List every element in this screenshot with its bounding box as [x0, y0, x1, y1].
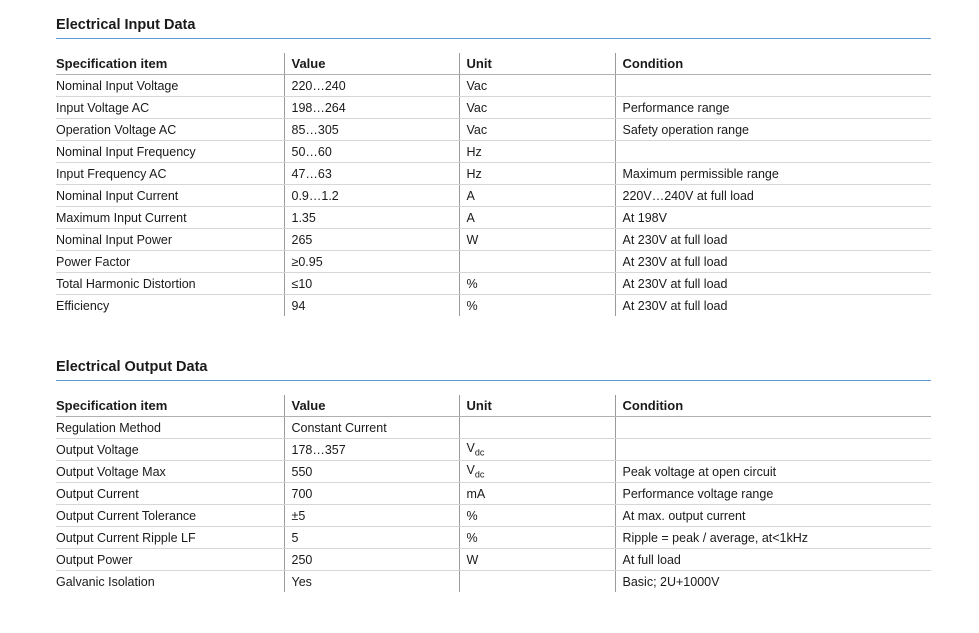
- table-row: [56, 505, 931, 527]
- unit-cell: Vac: [459, 119, 615, 141]
- section-title: Electrical Input Data: [56, 17, 196, 33]
- table-row: [56, 527, 931, 549]
- spec-item-cell: Nominal Input Voltage: [56, 75, 284, 97]
- unit-cell: Vac: [459, 97, 615, 119]
- header-value: Value: [284, 53, 459, 75]
- condition-cell: At 230V at full load: [615, 251, 931, 273]
- title-rule: [56, 38, 931, 39]
- input-spec-table: [56, 53, 931, 316]
- table-header-row: [56, 53, 931, 75]
- table-row: [56, 483, 931, 505]
- value-cell: 94: [284, 295, 459, 317]
- spec-item-cell: Input Voltage AC: [56, 97, 284, 119]
- condition-cell: At 230V at full load: [615, 295, 931, 317]
- value-cell: 85…305: [284, 119, 459, 141]
- unit-cell: A: [459, 207, 615, 229]
- value-cell: 178…357: [284, 439, 459, 461]
- condition-cell: Performance voltage range: [615, 483, 931, 505]
- unit-cell: [459, 251, 615, 273]
- input-section: [56, 14, 931, 316]
- unit-cell: W: [459, 229, 615, 251]
- value-cell: 550: [284, 461, 459, 483]
- header-specification-item: Specification item: [56, 395, 284, 417]
- condition-cell: Peak voltage at open circuit: [615, 461, 931, 483]
- unit-subscript: dc: [474, 469, 485, 480]
- output-spec-table: [56, 395, 931, 592]
- spec-item-cell: Output Voltage: [56, 439, 284, 461]
- condition-cell: At 198V: [615, 207, 931, 229]
- header-specification-item: Specification item: [56, 53, 284, 75]
- unit-cell: %: [459, 295, 615, 317]
- value-cell: 1.35: [284, 207, 459, 229]
- unit-subscript: dc: [474, 447, 485, 458]
- condition-cell: [615, 439, 931, 461]
- spec-item-cell: Efficiency: [56, 298, 110, 313]
- value-cell: 50…60: [284, 141, 459, 163]
- value-cell: ±5: [284, 505, 459, 527]
- table-row: [56, 185, 931, 207]
- header-unit: Unit: [459, 53, 615, 75]
- value-cell: 220…240: [284, 75, 459, 97]
- table-header-row: [56, 395, 931, 417]
- condition-cell: Performance range: [615, 97, 931, 119]
- condition-cell: [615, 75, 931, 97]
- spec-item-cell: Maximum Input Current: [56, 207, 284, 229]
- unit-cell: %: [459, 527, 615, 549]
- condition-cell: [615, 417, 931, 439]
- header-condition: Condition: [615, 53, 931, 75]
- value-cell: 0.9…1.2: [284, 185, 459, 207]
- value-cell: ≥0.95: [284, 251, 459, 273]
- condition-cell: At max. output current: [615, 505, 931, 527]
- value-cell: 250: [284, 549, 459, 571]
- table-row: [56, 295, 931, 317]
- condition-cell: At 230V at full load: [615, 273, 931, 295]
- spec-item-cell: Galvanic Isolation: [56, 574, 155, 589]
- table-row: [56, 439, 931, 461]
- spec-item-cell: Input Frequency AC: [56, 163, 284, 185]
- unit-cell: $V_{dc}$: [459, 461, 615, 483]
- condition-cell: Safety operation range: [615, 119, 931, 141]
- value-cell: 5: [284, 527, 459, 549]
- table-row: [56, 549, 931, 571]
- table-row: [56, 97, 931, 119]
- condition-cell: [615, 141, 931, 163]
- unit-cell: $V_{dc}$: [459, 439, 615, 461]
- unit-cell: Vac: [459, 75, 615, 97]
- unit-cell: %: [459, 273, 615, 295]
- value-cell: Yes: [284, 571, 459, 593]
- value-cell: 265: [284, 229, 459, 251]
- unit-cell: mA: [459, 483, 615, 505]
- spec-item-cell: Operation Voltage AC: [56, 119, 284, 141]
- spec-item-cell: Regulation Method: [56, 417, 284, 439]
- value-cell: Constant Current: [284, 417, 459, 439]
- table-row: [56, 163, 931, 185]
- value-cell: ≤10: [284, 273, 459, 295]
- unit-cell: Hz: [459, 163, 615, 185]
- unit-cell: %: [459, 505, 615, 527]
- unit-cell: [459, 417, 615, 439]
- value-cell: 700: [284, 483, 459, 505]
- title-rule: [56, 380, 931, 381]
- table-row: [56, 141, 931, 163]
- spec-item-cell: Total Harmonic Distortion: [56, 273, 284, 295]
- spec-item-cell: Nominal Input Frequency: [56, 141, 284, 163]
- table-row: [56, 461, 931, 483]
- table-row: [56, 273, 931, 295]
- value-cell: 198…264: [284, 97, 459, 119]
- spec-item-cell: Output Current Ripple LF: [56, 527, 284, 549]
- table-row: [56, 571, 931, 593]
- output-section: [56, 356, 931, 592]
- condition-cell: 220V…240V at full load: [615, 185, 931, 207]
- value-cell: 47…63: [284, 163, 459, 185]
- condition-cell: Ripple = peak / average, at<1kHz: [615, 527, 931, 549]
- table-row: [56, 75, 931, 97]
- header-condition: Condition: [615, 395, 931, 417]
- table-row: [56, 207, 931, 229]
- spec-item-cell: Output Voltage Max: [56, 461, 284, 483]
- unit-cell: A: [459, 185, 615, 207]
- spec-item-cell: Output Current: [56, 483, 284, 505]
- unit-cell: Hz: [459, 141, 615, 163]
- condition-cell: At full load: [615, 549, 931, 571]
- section-title: Electrical Output Data: [56, 359, 208, 375]
- spec-item-cell: Power Factor: [56, 251, 284, 273]
- header-unit: Unit: [459, 395, 615, 417]
- unit-cell: [459, 571, 615, 593]
- condition-cell: At 230V at full load: [615, 229, 931, 251]
- spec-item-cell: Nominal Input Power: [56, 229, 284, 251]
- table-row: [56, 417, 931, 439]
- table-row: [56, 229, 931, 251]
- spec-item-cell: Output Power: [56, 549, 284, 571]
- table-row: [56, 119, 931, 141]
- unit-cell: W: [459, 549, 615, 571]
- spec-item-cell: Nominal Input Current: [56, 185, 284, 207]
- spec-item-cell: Output Current Tolerance: [56, 505, 284, 527]
- header-value: Value: [284, 395, 459, 417]
- condition-cell: Maximum permissible range: [615, 163, 931, 185]
- table-row: [56, 251, 931, 273]
- condition-cell: Basic; 2U+1000V: [615, 571, 931, 593]
